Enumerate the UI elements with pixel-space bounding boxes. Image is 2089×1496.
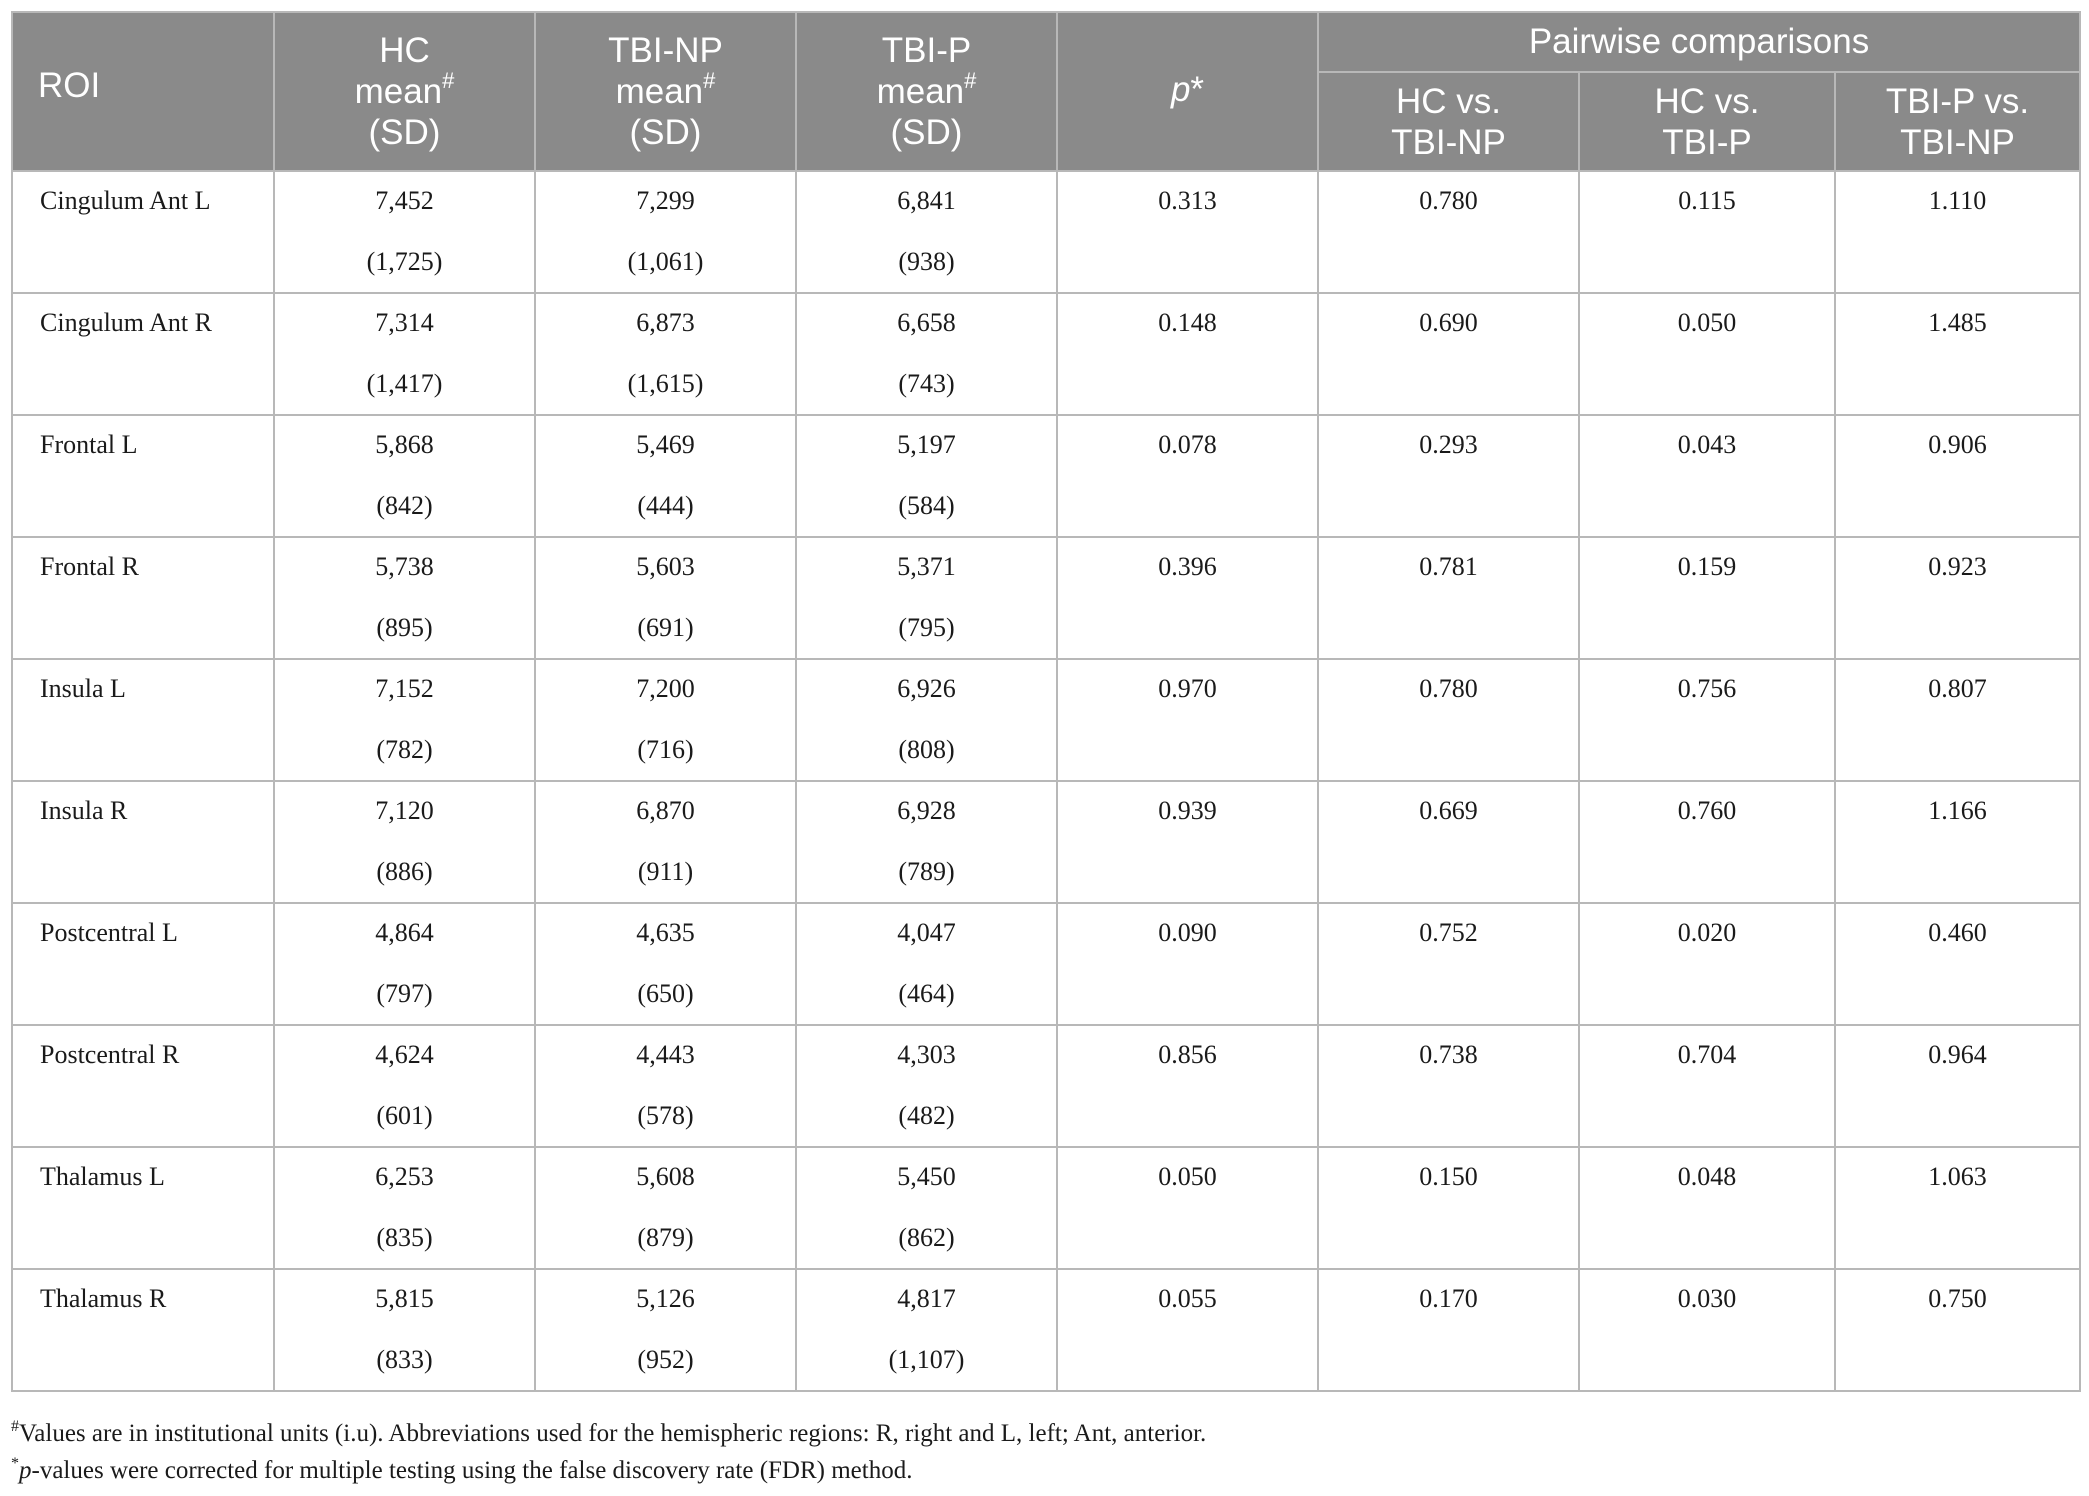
tbi-np-cell bbox=[535, 1025, 796, 1147]
header-tbi-p-vs-tbi-np bbox=[1835, 72, 2080, 171]
tbi-p-vs-tbi-np-cell bbox=[1835, 537, 2080, 659]
tbi-p-sd: (795) bbox=[898, 613, 955, 642]
hc-cell bbox=[274, 1025, 535, 1147]
p-value-value: 0.050 bbox=[1158, 1162, 1217, 1191]
roi-cell: Insula R bbox=[12, 781, 274, 903]
hc-cell bbox=[274, 781, 535, 903]
tbi-np-cell bbox=[535, 1147, 796, 1269]
p-value-cell bbox=[1057, 537, 1318, 659]
roi-cell: Cingulum Ant L bbox=[12, 171, 274, 293]
table-row bbox=[12, 537, 2080, 659]
tbi-np-mean: 5,126 bbox=[636, 1284, 695, 1313]
hc-vs-tbi-p-value: 0.704 bbox=[1677, 1040, 1737, 1069]
hc-mean: 4,864 bbox=[375, 918, 434, 947]
tbi-p-sd: (862) bbox=[898, 1223, 955, 1252]
p-value-value: 0.055 bbox=[1158, 1284, 1217, 1313]
tbi-p-sd: (584) bbox=[898, 491, 955, 520]
hc-vs-tbi-p-value: 0.159 bbox=[1677, 552, 1737, 581]
hc-vs-tbi-p-cell bbox=[1579, 171, 1835, 293]
roi-cell: Postcentral L bbox=[12, 903, 274, 1025]
header-hc-vs-tbi-p bbox=[1579, 72, 1835, 171]
tbi-np-sd: (444) bbox=[637, 491, 694, 520]
p-value-value: 0.078 bbox=[1158, 430, 1217, 459]
header-tbi-p-line3: (SD) bbox=[890, 113, 963, 152]
header-tbi-p-line1: TBI-P bbox=[881, 31, 972, 70]
p-value-value: 0.396 bbox=[1158, 552, 1217, 581]
hc-vs-tbi-p-cell bbox=[1579, 903, 1835, 1025]
hc-vs-tbi-p-value: 0.020 bbox=[1677, 918, 1737, 947]
tbi-np-sd: (1,061) bbox=[627, 247, 704, 276]
tbi-p-cell bbox=[796, 1025, 1057, 1147]
hc-vs-tbi-p-cell bbox=[1579, 415, 1835, 537]
tbi-p-sd: (464) bbox=[898, 979, 955, 1008]
hc-cell bbox=[274, 1269, 535, 1391]
hc-vs-tbi-np-cell bbox=[1318, 1269, 1579, 1391]
hc-mean: 6,253 bbox=[375, 1162, 434, 1191]
hc-cell bbox=[274, 903, 535, 1025]
tbi-np-sd: (879) bbox=[637, 1223, 694, 1252]
p-value-cell bbox=[1057, 903, 1318, 1025]
tbi-p-vs-tbi-np-cell bbox=[1835, 171, 2080, 293]
p-value-value: 0.148 bbox=[1158, 308, 1217, 337]
hc-vs-tbi-p-cell bbox=[1579, 537, 1835, 659]
header-p-label: p bbox=[1170, 70, 1191, 109]
tbi-np-cell bbox=[535, 415, 796, 537]
hc-vs-tbi-p-cell bbox=[1579, 1147, 1835, 1269]
tbi-np-sd: (578) bbox=[637, 1101, 694, 1130]
footnote-fdr-p: p bbox=[19, 1457, 32, 1484]
table-row bbox=[12, 903, 2080, 1025]
hc-cell bbox=[274, 415, 535, 537]
hc-vs-tbi-p-value: 0.760 bbox=[1677, 796, 1737, 825]
roi-cell: Thalamus R bbox=[12, 1269, 274, 1391]
tbi-np-sd: (1,615) bbox=[627, 369, 704, 398]
header-tbi-p-vs-tbi-np-line1: TBI-P vs. bbox=[1885, 81, 2030, 121]
tbi-p-vs-tbi-np-value: 0.923 bbox=[1928, 552, 1987, 581]
table-body bbox=[12, 171, 2080, 1391]
tbi-p-vs-tbi-np-cell bbox=[1835, 903, 2080, 1025]
p-value-cell bbox=[1057, 171, 1318, 293]
hc-mean: 7,314 bbox=[375, 308, 434, 337]
header-tbi-p-mark: # bbox=[964, 68, 977, 93]
tbi-p-vs-tbi-np-cell bbox=[1835, 293, 2080, 415]
hc-mean: 7,152 bbox=[375, 674, 434, 703]
p-value-value: 0.939 bbox=[1158, 796, 1217, 825]
tbi-p-cell bbox=[796, 537, 1057, 659]
hc-sd: (601) bbox=[376, 1101, 433, 1130]
hc-vs-tbi-p-cell bbox=[1579, 781, 1835, 903]
header-tbi-p-vs-tbi-np-line2: TBI-NP bbox=[1900, 122, 2015, 162]
hc-sd: (1,417) bbox=[366, 369, 443, 398]
tbi-p-vs-tbi-np-value: 0.964 bbox=[1928, 1040, 1987, 1069]
hc-mean: 5,868 bbox=[375, 430, 434, 459]
hc-vs-tbi-np-value: 0.781 bbox=[1419, 552, 1478, 581]
footnote-fdr-text: -values were corrected for multiple testing using the false discovery rate (FDR) method. bbox=[31, 1457, 913, 1484]
tbi-p-sd: (789) bbox=[898, 857, 955, 886]
tbi-np-mean: 4,443 bbox=[636, 1040, 695, 1069]
hc-vs-tbi-np-value: 0.669 bbox=[1419, 796, 1478, 825]
tbi-p-vs-tbi-np-cell bbox=[1835, 1147, 2080, 1269]
header-hc-vs-tbi-np-line1: HC vs. bbox=[1396, 81, 1501, 121]
tbi-np-mean: 5,469 bbox=[636, 430, 695, 459]
tbi-p-cell bbox=[796, 781, 1057, 903]
roi-cell: Insula L bbox=[12, 659, 274, 781]
footnote-fdr bbox=[11, 1452, 1206, 1489]
hc-vs-tbi-p-value: 0.050 bbox=[1677, 308, 1737, 337]
hc-cell bbox=[274, 537, 535, 659]
hc-sd: (842) bbox=[376, 491, 433, 520]
header-tbi-p-line2 bbox=[797, 68, 1056, 112]
hc-vs-tbi-np-cell bbox=[1318, 537, 1579, 659]
header-hc-mark: # bbox=[442, 68, 455, 93]
table-row bbox=[12, 1269, 2080, 1391]
hc-vs-tbi-p-cell bbox=[1579, 1269, 1835, 1391]
tbi-np-mean: 6,870 bbox=[636, 796, 695, 825]
header-hc-vs-tbi-p-line2: TBI-P bbox=[1662, 122, 1752, 162]
hc-sd: (895) bbox=[376, 613, 433, 642]
tbi-p-cell bbox=[796, 1269, 1057, 1391]
tbi-p-cell bbox=[796, 659, 1057, 781]
tbi-p-vs-tbi-np-cell bbox=[1835, 659, 2080, 781]
tbi-p-cell bbox=[796, 293, 1057, 415]
tbi-p-mean: 5,450 bbox=[897, 1162, 956, 1191]
hc-vs-tbi-p-value: 0.756 bbox=[1677, 674, 1737, 703]
header-tbi-np-mark: # bbox=[703, 68, 716, 93]
table-row bbox=[12, 1147, 2080, 1269]
hc-vs-tbi-p-value: 0.030 bbox=[1677, 1284, 1737, 1313]
header-hc-vs-tbi-p-line1: HC vs. bbox=[1654, 81, 1760, 121]
hc-vs-tbi-p-cell bbox=[1579, 293, 1835, 415]
hc-vs-tbi-np-value: 0.690 bbox=[1419, 308, 1478, 337]
hc-vs-tbi-np-cell bbox=[1318, 293, 1579, 415]
hc-cell bbox=[274, 1147, 535, 1269]
tbi-np-cell bbox=[535, 537, 796, 659]
tbi-p-mean: 6,928 bbox=[897, 796, 956, 825]
hc-vs-tbi-p-cell bbox=[1579, 659, 1835, 781]
p-value-cell bbox=[1057, 781, 1318, 903]
tbi-p-vs-tbi-np-cell bbox=[1835, 1269, 2080, 1391]
footnote-fdr-mark: * bbox=[11, 1455, 19, 1472]
header-tbi-np-line2 bbox=[536, 68, 795, 112]
roi-cell: Thalamus L bbox=[12, 1147, 274, 1269]
header-hc-line1: HC bbox=[379, 31, 430, 70]
hc-sd: (782) bbox=[376, 735, 433, 764]
tbi-np-cell bbox=[535, 1269, 796, 1391]
roi-cell: Cingulum Ant R bbox=[12, 293, 274, 415]
tbi-np-mean: 5,603 bbox=[636, 552, 695, 581]
tbi-p-mean: 5,371 bbox=[897, 552, 956, 581]
tbi-p-vs-tbi-np-value: 0.807 bbox=[1928, 674, 1987, 703]
hc-vs-tbi-p-cell bbox=[1579, 1025, 1835, 1147]
table-header bbox=[12, 12, 2080, 171]
hc-vs-tbi-np-cell bbox=[1318, 659, 1579, 781]
hc-cell bbox=[274, 293, 535, 415]
tbi-np-mean: 7,200 bbox=[636, 674, 695, 703]
hc-sd: (835) bbox=[376, 1223, 433, 1252]
header-hc-vs-tbi-np bbox=[1318, 72, 1579, 171]
header-p-mark: * bbox=[1190, 70, 1205, 109]
p-value-cell bbox=[1057, 659, 1318, 781]
hc-mean: 5,815 bbox=[375, 1284, 434, 1313]
header-tbi-np-mean: mean bbox=[615, 72, 704, 111]
table-row bbox=[12, 659, 2080, 781]
roi-cell: Frontal L bbox=[12, 415, 274, 537]
p-value-cell bbox=[1057, 1269, 1318, 1391]
table-row bbox=[12, 415, 2080, 537]
hc-sd: (797) bbox=[376, 979, 433, 1008]
hc-vs-tbi-np-cell bbox=[1318, 1147, 1579, 1269]
hc-mean: 4,624 bbox=[375, 1040, 434, 1069]
footnote-units bbox=[11, 1415, 1206, 1452]
table-row bbox=[12, 1025, 2080, 1147]
p-value-cell bbox=[1057, 1147, 1318, 1269]
tbi-p-vs-tbi-np-value: 0.750 bbox=[1928, 1284, 1987, 1313]
hc-mean: 5,738 bbox=[375, 552, 434, 581]
hc-vs-tbi-np-cell bbox=[1318, 903, 1579, 1025]
hc-sd: (833) bbox=[376, 1345, 433, 1374]
tbi-np-cell bbox=[535, 781, 796, 903]
tbi-p-vs-tbi-np-value: 1.166 bbox=[1928, 796, 1987, 825]
p-value-cell bbox=[1057, 1025, 1318, 1147]
header-tbi-np bbox=[535, 12, 796, 171]
hc-cell bbox=[274, 171, 535, 293]
table-row bbox=[12, 171, 2080, 293]
header-hc-line2 bbox=[275, 68, 534, 112]
hc-vs-tbi-np-cell bbox=[1318, 171, 1579, 293]
tbi-np-cell bbox=[535, 171, 796, 293]
tbi-p-mean: 6,926 bbox=[897, 674, 956, 703]
hc-vs-tbi-p-value: 0.048 bbox=[1677, 1162, 1737, 1191]
tbi-np-mean: 7,299 bbox=[636, 186, 695, 215]
p-value-value: 0.313 bbox=[1158, 186, 1217, 215]
hc-mean: 7,452 bbox=[375, 186, 434, 215]
header-tbi-p bbox=[796, 12, 1057, 171]
tbi-np-mean: 4,635 bbox=[636, 918, 695, 947]
tbi-p-vs-tbi-np-cell bbox=[1835, 1025, 2080, 1147]
header-hc-vs-tbi-np-line2: TBI-NP bbox=[1391, 122, 1506, 162]
tbi-p-vs-tbi-np-value: 1.063 bbox=[1928, 1162, 1987, 1191]
hc-vs-tbi-np-value: 0.170 bbox=[1419, 1284, 1478, 1313]
header-hc-line3: (SD) bbox=[368, 113, 441, 152]
header-hc bbox=[274, 12, 535, 171]
hc-cell bbox=[274, 659, 535, 781]
header-p-value bbox=[1057, 12, 1318, 171]
roi-cell: Postcentral R bbox=[12, 1025, 274, 1147]
hc-vs-tbi-np-cell bbox=[1318, 415, 1579, 537]
tbi-np-sd: (691) bbox=[637, 613, 694, 642]
hc-vs-tbi-np-value: 0.738 bbox=[1419, 1040, 1478, 1069]
table-row bbox=[12, 781, 2080, 903]
tbi-np-mean: 5,608 bbox=[636, 1162, 695, 1191]
tbi-p-sd: (808) bbox=[898, 735, 955, 764]
tbi-p-mean: 6,658 bbox=[897, 308, 956, 337]
tbi-p-sd: (743) bbox=[898, 369, 955, 398]
footnote-units-text: Values are in institutional units (i.u). Abbreviations used for the hemispheric regions: R, right and L, left; Ant, anterior. bbox=[19, 1420, 1207, 1447]
tbi-p-vs-tbi-np-cell bbox=[1835, 781, 2080, 903]
header-tbi-np-line3: (SD) bbox=[629, 113, 702, 152]
hc-vs-tbi-np-value: 0.780 bbox=[1419, 186, 1478, 215]
tbi-p-cell bbox=[796, 903, 1057, 1025]
hc-vs-tbi-np-value: 0.752 bbox=[1419, 918, 1478, 947]
tbi-np-cell bbox=[535, 659, 796, 781]
tbi-p-mean: 4,047 bbox=[897, 918, 956, 947]
header-hc-mean: mean bbox=[354, 72, 443, 111]
hc-vs-tbi-np-value: 0.150 bbox=[1419, 1162, 1478, 1191]
footnote-units-mark: # bbox=[11, 1418, 19, 1435]
tbi-p-vs-tbi-np-value: 1.485 bbox=[1928, 308, 1987, 337]
hc-vs-tbi-np-value: 0.293 bbox=[1419, 430, 1478, 459]
p-value-cell bbox=[1057, 415, 1318, 537]
tbi-p-cell bbox=[796, 171, 1057, 293]
hc-sd: (886) bbox=[376, 857, 433, 886]
tbi-p-sd: (482) bbox=[898, 1101, 955, 1130]
tbi-np-sd: (952) bbox=[637, 1345, 694, 1374]
table-row bbox=[12, 293, 2080, 415]
hc-vs-tbi-np-value: 0.780 bbox=[1419, 674, 1478, 703]
roi-table bbox=[11, 11, 2081, 1392]
tbi-p-mean: 4,303 bbox=[897, 1040, 956, 1069]
header-roi: ROI bbox=[12, 12, 274, 171]
roi-cell: Frontal R bbox=[12, 537, 274, 659]
tbi-p-mean: 5,197 bbox=[897, 430, 956, 459]
tbi-np-cell bbox=[535, 903, 796, 1025]
header-pairwise: Pairwise comparisons bbox=[1318, 12, 2080, 72]
p-value-cell bbox=[1057, 293, 1318, 415]
hc-sd: (1,725) bbox=[366, 247, 443, 276]
tbi-p-vs-tbi-np-value: 0.906 bbox=[1928, 430, 1987, 459]
hc-vs-tbi-p-value: 0.043 bbox=[1677, 430, 1737, 459]
header-tbi-p-mean: mean bbox=[876, 72, 965, 111]
tbi-p-vs-tbi-np-cell bbox=[1835, 415, 2080, 537]
p-value-value: 0.856 bbox=[1158, 1040, 1217, 1069]
tbi-p-mean: 4,817 bbox=[897, 1284, 956, 1313]
tbi-p-cell bbox=[796, 415, 1057, 537]
tbi-np-cell bbox=[535, 293, 796, 415]
footnotes bbox=[11, 1415, 1206, 1489]
p-value-value: 0.970 bbox=[1158, 674, 1217, 703]
tbi-p-sd: (938) bbox=[898, 247, 955, 276]
header-tbi-np-line1: TBI-NP bbox=[608, 31, 723, 70]
hc-vs-tbi-p-value: 0.115 bbox=[1678, 186, 1736, 215]
hc-mean: 7,120 bbox=[375, 796, 434, 825]
header-row-top bbox=[12, 12, 2080, 72]
tbi-np-sd: (716) bbox=[637, 735, 694, 764]
tbi-p-vs-tbi-np-value: 0.460 bbox=[1928, 918, 1987, 947]
tbi-p-mean: 6,841 bbox=[897, 186, 956, 215]
tbi-p-sd: (1,107) bbox=[888, 1345, 965, 1374]
tbi-p-cell bbox=[796, 1147, 1057, 1269]
tbi-np-sd: (650) bbox=[637, 979, 694, 1008]
tbi-np-sd: (911) bbox=[637, 857, 694, 886]
tbi-np-mean: 6,873 bbox=[636, 308, 695, 337]
tbi-p-vs-tbi-np-value: 1.110 bbox=[1928, 186, 1987, 215]
hc-vs-tbi-np-cell bbox=[1318, 781, 1579, 903]
p-value-value: 0.090 bbox=[1158, 918, 1217, 947]
hc-vs-tbi-np-cell bbox=[1318, 1025, 1579, 1147]
